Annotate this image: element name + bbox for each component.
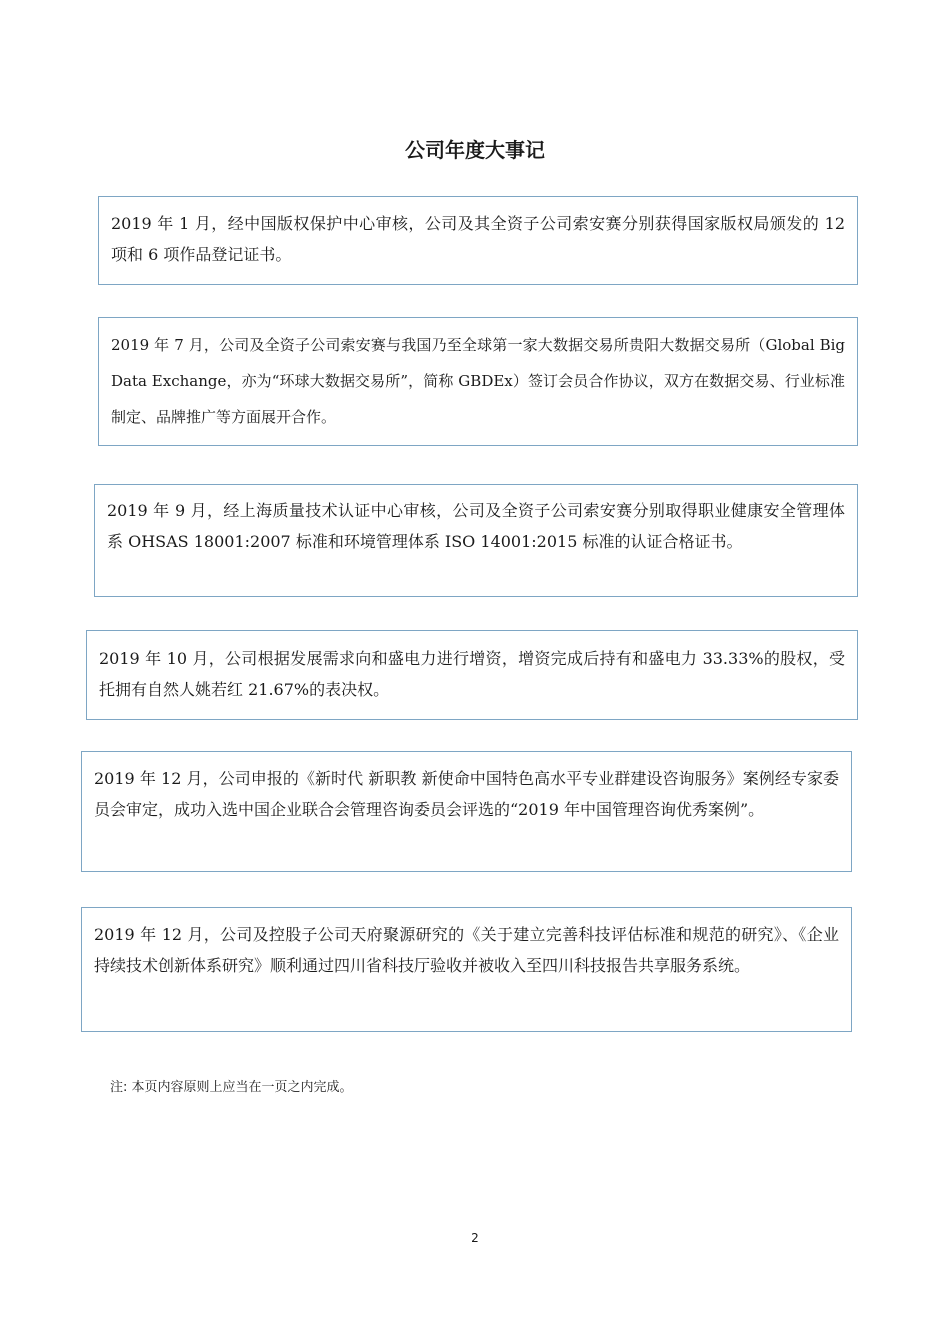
- event-box: [86, 630, 858, 720]
- page-note: 注: 本页内容原则上应当在一页之内完成。: [110, 1080, 353, 1095]
- event-text: 2019 年 9 月，经上海质量技术认证中心审核，公司及全资子公司索安赛分别取得职业健康安全管理体系 OHSAS 18001:2007 标准和环境管理体系 ISO 14001:2015 标准的认证合格证书。: [107, 501, 845, 551]
- event-text: 2019 年 12 月，公司及控股子公司天府聚源研究的《关于建立完善科技评估标准和规范的研究》、《企业持续技术创新体系研究》顺利通过四川省科技厅验收并被收入至四川科技报告共享服务系统。: [94, 925, 839, 975]
- event-box: [81, 907, 852, 1032]
- event-text: 2019 年 10 月，公司根据发展需求向和盛电力进行增资，增资完成后持有和盛电力 33.33%的股权，受托拥有自然人姚若红 21.67%的表决权。: [99, 649, 845, 699]
- event-box: [98, 317, 858, 446]
- event-text: 2019 年 7 月，公司及全资子公司索安赛与我国乃至全球第一家大数据交易所贵阳大数据交易所（Global Big Data Exchange，亦为“环球大数据交易所”，简称 GBDEx）签订会员合作协议，双方在数据交易、行业标准制定、品牌推广等方面展开合作。: [111, 336, 845, 426]
- page-number: 2: [471, 1231, 479, 1245]
- event-box: [81, 751, 852, 872]
- event-box: [98, 196, 858, 285]
- event-box: [94, 484, 858, 597]
- event-text: 2019 年 1 月，经中国版权保护中心审核，公司及其全资子公司索安赛分别获得国家版权局颁发的 12 项和 6 项作品登记证书。: [111, 214, 845, 264]
- event-text: 2019 年 12 月，公司申报的《新时代 新职教 新使命中国特色高水平专业群建设咨询服务》案例经专家委员会审定，成功入选中国企业联合会管理咨询委员会评选的“2019 年中国管理咨询优秀案例”。: [94, 769, 839, 819]
- page-title: 公司年度大事记: [405, 138, 545, 162]
